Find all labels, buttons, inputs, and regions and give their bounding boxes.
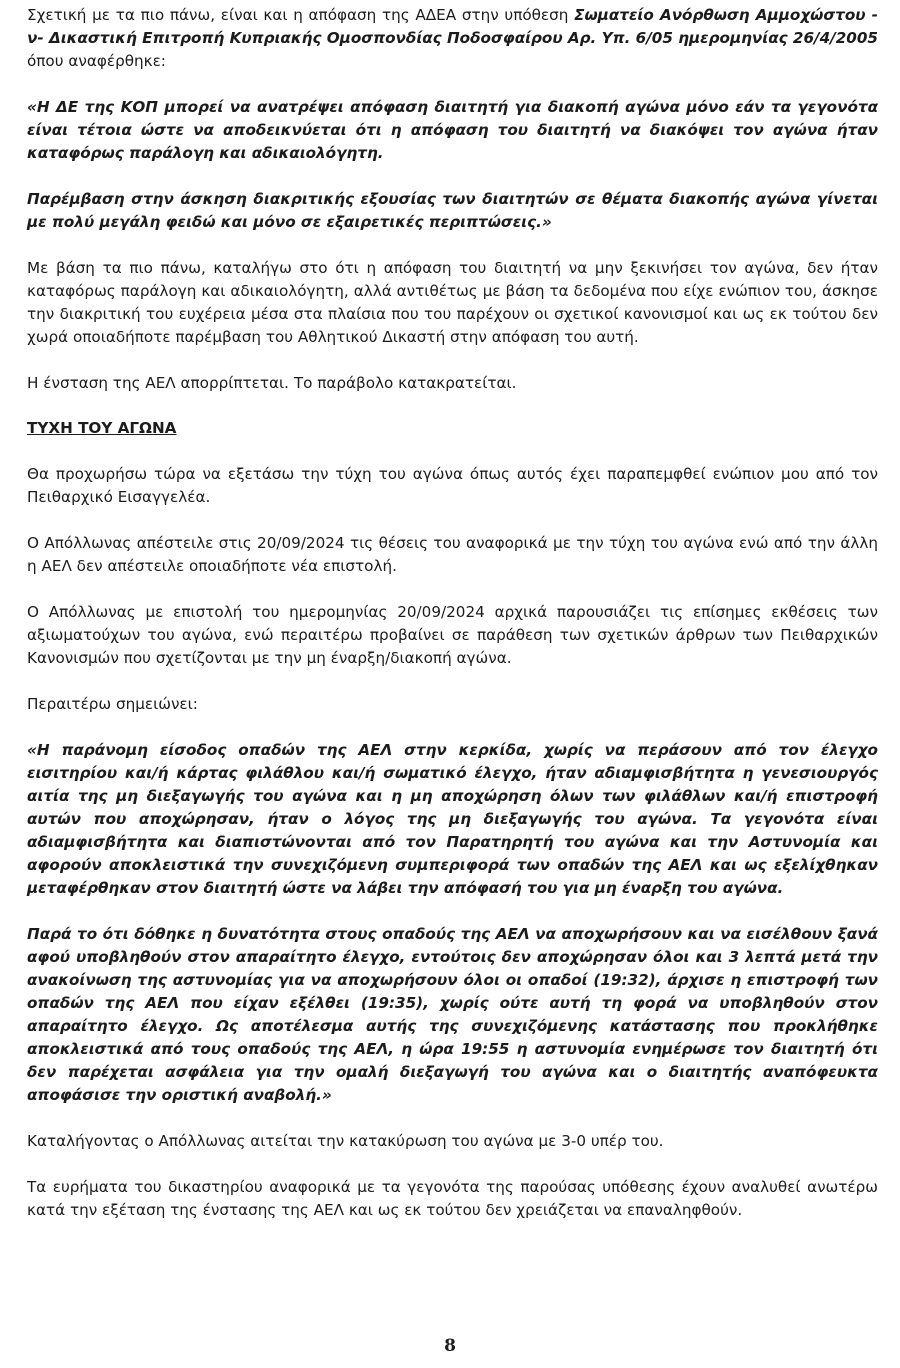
paragraph-findings: Τα ευρήματα του δικαστηρίου αναφορικά με τα γεγονότα της παρούσας υπόθεσης έχουν αναλυθεί ανωτέρω κατά την εξέταση της ένστασης της ΑΕΛ και ως εκ τούτου δεν χρειάζεται να επαναληφθούν. xyxy=(27,1178,878,1219)
section-heading xyxy=(27,417,878,440)
paragraph-intro xyxy=(27,4,878,73)
document-body xyxy=(27,4,878,1222)
paragraph-apollon-letter: Ο Απόλλωνας με επιστολή του ημερομηνίας 20/09/2024 αρχικά παρουσιάζει τις επίσημες εκθέσεις των αξιωματούχων του αγώνα, ενώ περαιτέρω προβαίνει σε παράθεση των σχετικών άρθρων των Πειθαρχικών Κανονισμών που σχετίζονται με την μη έναρξη/διακοπή αγώνα. xyxy=(27,603,878,667)
quote-paragraph-4: Παρά το ότι δόθηκε η δυνατότητα στους οπαδούς της ΑΕΛ να αποχωρήσουν και να εισέλθουν ξανά αφού υποβληθούν στον απαραίτητο έλεγχο, εντούτοις δεν αποχώρησαν όλοι και 3 λεπτά μετά την ανακοίνωση της αστυνομίας για να αποχωρήσουν όλοι οι οπαδοί (19:32), άρχισε η επιστροφή των οπαδών της ΑΕΛ που είχαν εξέλθει (19:35), χωρίς ούτε αυτή τη φορά να υποβληθούν στον απαραίτητο έλεγχο. Ως αποτέλεσμα αυτής της συνεχιζόμενης κατάστασης που προκλήθηκε αποκλειστικά από τους οπαδούς της ΑΕΛ, η ώρα 19:55 η αστυνομία ενημέρωσε τον διαιτητή ότι δεν παρέχεται ασφάλεια για την ομαλή διεξαγωγή του αγώνα και ο διαιτητής αναπόφευκτα αποφάσισε την οριστική αναβολή.» xyxy=(27,925,878,1104)
paragraph-request: Καταλήγοντας ο Απόλλωνας αιτείται την κατακύρωση του αγώνα με 3-0 υπέρ του. xyxy=(27,1132,664,1150)
intro-text-end: όπου αναφέρθηκε: xyxy=(27,52,166,70)
quote-paragraph-1: «Η ΔΕ της ΚΟΠ μπορεί να ανατρέψει απόφαση διαιτητή για διακοπή αγώνα μόνο εάν τα γεγονότα είναι τέτοια ώστε να αποδεικνύεται ότι η απόφαση του διαιτητή να διακόψει τον αγώνα ήταν καταφόρως παράλογη και αδικαιολόγητη. xyxy=(27,98,878,162)
quote-paragraph-3: «Η παράνομη είσοδος οπαδών της ΑΕΛ στην κερκίδα, χωρίς να περάσουν από τον έλεγχο εισιτηρίου και/ή κάρτας φιλάθλου και/ή σωματικό έλεγχο, ήταν αδιαμφισβήτητα η γενεσιουργός αιτία της μη διεξαγωγής του αγώνα και η μη αποχώρηση όλων των φιλάθλων και/ή επιστροφή αυτών που αποχώρησαν, ήταν ο λόγος της μη διεξαγωγής του αγώνα. Τα γεγονότα είναι αδιαμφισβήτητα και διαπιστώνονται από τον Παρατηρητή του αγώνα και την Αστυνομία και αφορούν αποκλειστικά την συνεχιζόμενη συμπεριφορά των οπαδών της ΑΕΛ και ως εξελίχθηκαν μεταφέρθηκαν στον διαιτητή ώστε να λάβει την απόφασή του για μη έναρξη του αγώνα. xyxy=(27,741,878,897)
paragraph-apollon-positions: Ο Απόλλωνας απέστειλε στις 20/09/2024 τις θέσεις του αναφορικά με την τύχη του αγώνα ενώ από την άλλη η ΑΕΛ δεν απέστειλε οποιαδήποτε νέα επιστολή. xyxy=(27,534,878,575)
conclusion-paragraph: Με βάση τα πιο πάνω, καταλήγω στο ότι η απόφαση του διαιτητή να μην ξεκινήσει τον αγώνα, δεν ήταν καταφόρως παράλογη και αδικαιολόγητη, αλλά αντιθέτως με βάση τα δεδομένα που είχε ενώπιον του, άσκησε την διακριτική του ευχέρεια μέσα στα πλαίσια που του παρέχουν οι σχετικοί κανονισμοί και ως εκ τούτου δεν χωρά οποιαδήποτε παρέμβαση του Αθλητικού Δικαστή στην απόφαση του αυτή. xyxy=(27,259,878,346)
quote-paragraph-2: Παρέμβαση στην άσκηση διακριτικής εξουσίας των διαιτητών σε θέματα διακοπής αγώνα γίνεται με πολύ μεγάλη φειδώ και μόνο σε εξαιρετικές περιπτώσεις.» xyxy=(27,190,878,231)
paragraph-fate: Θα προχωρήσω τώρα να εξετάσω την τύχη του αγώνα όπως αυτός έχει παραπεμφθεί ενώπιον μου από τον Πειθαρχικό Εισαγγελέα. xyxy=(27,465,878,506)
section-heading-text: ΤΥΧΗ ΤΟΥ ΑΓΩΝΑ xyxy=(27,419,177,437)
paragraph-further-notes: Περαιτέρω σημειώνει: xyxy=(27,695,198,713)
page-number: 8 xyxy=(444,1336,456,1356)
case-citation: Σωματείο Ανόρθωση Αμμοχώστου - ν- Δικαστική Επιτροπή Κυπριακής Ομοσπονδίας Ποδοσφαίρου Αρ. Υπ. 6/05 ημερομηνίας 26/4/2005 xyxy=(27,6,878,47)
intro-text: Σχετική με τα πιο πάνω, είναι και η απόφαση της ΑΔΕΑ στην υπόθεση xyxy=(27,6,575,24)
objection-rejected-paragraph: Η ένσταση της ΑΕΛ απορρίπτεται. Το παράβολο κατακρατείται. xyxy=(27,374,517,392)
